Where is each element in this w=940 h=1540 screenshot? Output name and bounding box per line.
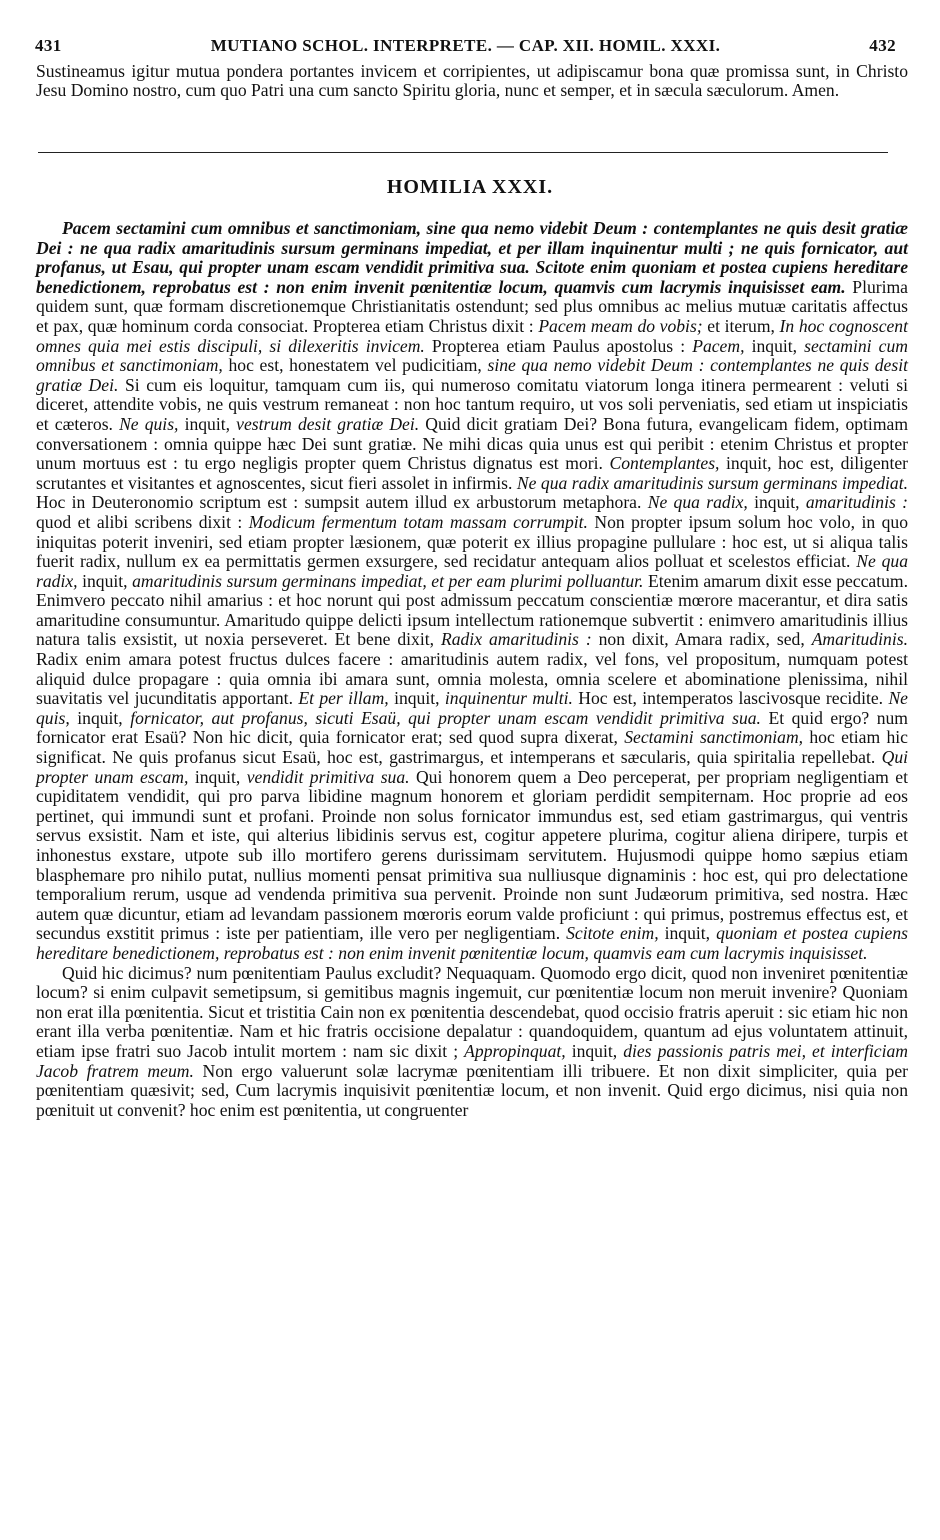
quotation: Pacem meam do vobis; — [538, 315, 703, 336]
quotation: vestrum desit gratiæ Dei. — [236, 413, 420, 434]
text-run: inquit, — [188, 766, 247, 787]
quotation: Appropinquat, — [464, 1040, 566, 1061]
text-run: non dixit, Amara radix, sed, — [591, 629, 812, 650]
running-head — [35, 36, 896, 58]
quotation: dies passionis patris mei, et interficiam Jacob fratrem meum. — [36, 1040, 908, 1081]
text-run: Non ergo valuerunt solæ lacrymæ pœnitentiam illi tribuere. Et non dixit simpliciter, quia per pœnitentiam quæsivit; sed, Cum lacrymis inquisivit pœnitentiæ locum, et non invenit. Quid ergo dicimus, nisi quia non pœnituit ut convenit? hoc enim est pœnitentia, ut congruenter — [36, 1060, 908, 1120]
quotation: Qui propter unam escam, — [36, 747, 908, 787]
quotation: Sectamini sanctimoniam, — [624, 727, 804, 748]
text-run: Etenim amarum dixit esse peccatum. Enimvero peccato nihil amarius : et hoc norunt qui post admissum peccatum conscientiæ mœrore macerantur, et dira satis amaritudine consumuntur. Amaritudo quippe delicti ipsum intellectum rationemque subvertit : enimvero amaritudinis illius natura talis exsistit, ut noxia perseveret. Et bene dixit, — [36, 570, 908, 650]
quotation: vendidit primitiva sua. — [246, 766, 410, 787]
text-run: inquit, — [658, 923, 717, 944]
quotation: amaritudinis sursum germinans impediat, et per eam plurimi polluantur. — [132, 570, 644, 591]
scripture-lemma: Pacem sectamini cum omnibus et sanctimoniam, sine qua nemo videbit Deum : contemplantes ne quis desit gratiæ Dei : ne qua radix amaritudinis sursum germinans impediat, et per illam inquinentur multi ; ne quis fornicator, aut profanus, ut Esau, qui propter unam escam vendidit primitiva sua. Scitote enim quoniam et postea cupiens hereditare benedictionem, reprobatus est : non enim invenit pœnitentiæ locum, quamvis cum lacrymis inquisisset eam. — [36, 218, 908, 297]
text-run: inquit, — [388, 688, 445, 709]
paragraph — [36, 964, 908, 1121]
quotation: Modicum fermentum totam massam corrumpit. — [248, 511, 588, 532]
quotation: Ne qua radix, — [36, 551, 908, 591]
quotation: Pacem, — [692, 335, 745, 356]
text-run: inquit, — [77, 570, 133, 591]
text-run: hoc est, honestatem vel pudicitiam, — [222, 355, 488, 376]
quotation: In hoc cognoscent omnes quia mei estis discipuli, si dilexeritis invicem. — [36, 315, 908, 356]
paragraph — [36, 219, 908, 964]
homily-title: HOMILIA XXXI. — [386, 176, 554, 198]
quotation: Ne qua radix amaritudinis sursum germinans impediat. — [516, 472, 908, 493]
text-run: Hoc in Deuteronomio scriptum est : sumpsit autem illud ex arbustorum metaphora. — [36, 492, 648, 513]
quotation: Radix amaritudinis : — [440, 629, 592, 650]
quotation: sine qua nemo videbit Deum : contemplantes ne quis desit gratiæ Dei. — [36, 355, 908, 395]
text-run: Non propter ipsum solum hoc volo, in quo iniquitas poterit inveniri, sed etiam propter læsionem, quæ poterit ex illius propagine pullulare : hoc est, ut si aliqua talis fuerit radix, nullum ex ea permittatis germen exsurgere, sed recidatur antequam alios polluat et scelestos efficiat. — [36, 511, 909, 572]
text-run: Hoc est, intemperatos lascivosque recidite. — [572, 688, 889, 709]
quotation: Scitote enim, — [566, 923, 659, 944]
text-run: hoc etiam hic significat. Ne quis profanus sicut Esaü, hoc est, gastrimargus, et intemperans et sæcularis, quia spiritalia repellebat. — [36, 727, 908, 768]
quotation: Ne qua radix, — [647, 492, 748, 513]
page-number-left: 431 — [35, 36, 62, 55]
text-run: Plurima quidem sunt, quæ formam discretionemque Christianitatis ostendunt; sed plus omnibus ac melius mutuæ caritatis affectus et pax, quæ hominum corda consociat. Propterea etiam Christus dixit : — [36, 276, 908, 336]
text-run: Propterea etiam Paulus apostolus : — [424, 335, 693, 356]
section-divider — [38, 152, 888, 153]
text-run: Quid hic dicimus? num pœnitentiam Paulus excludit? Nequaquam. Quomodo ergo dicit, quod non inveniret pœnitentiæ locum? si enim culpavit semetipsum, si gemitibus magnis ingemuit, cur pœnitentiæ locum non meruit invenire? Quoniam non erat illa pœnitentia. Sicut et tristitia Cain non ex pœnitentia descendebat, quod occisio fratris aperuit : sic etiam hic non erant illa verba pœnitentiæ. Nam et hic fratris occisione depalatur : quandoquidem, quantum ad ejus voluntatem attinuit, etiam ipse fratri suo Jacob intulit mortem : nam sic dixit ; — [36, 962, 908, 1061]
text-run: Radix enim amara potest fructus dulces facere : amaritudinis autem radix, vel fons, vel propositum, numquam potest aliquid dulce propagare : quia omnia ibi amara sunt, omnia molesta, omnia scelere et abominatione plenissima, nihil suavitatis vel jucunditatis apportant. — [36, 649, 908, 709]
page-number-right: 432 — [869, 36, 896, 55]
text-run: Qui honorem quem a Deo perceperat, per propriam negligentiam et cupiditatem vendidit, qui pro parva libidine magnum honorem et gloriam perdidit sempiternam. Hoc proprie ad eos pertinet, qui immundi sunt et profani. Proinde non solus fornicator immundus est, sed etiam gastrimargus, qui ventris servus exsistit. Nam et iste, qui alterius libidinis servus est, cogitur appetere plurima, cogitur aliena diripere, turpis et inhonestus exstare, utpote sub illo mortifero gerens durissimam servitutem. Hujusmodi quippe homo sæpius etiam blasphemare pro nihilo putat, nullius momenti pensat primitiva sua nulliusque dignaminis : hoc est, qui pro delectatione temporalium rerum, usque ad vendenda primitiva sua pervenit. Proinde non sunt Judæorum primitiva, sed nostra. Hæc autem quæ dicuntur, etiam ad levandam passionem mœroris eorum valde proficiunt : qui primus, postremus effectus est, et secundus exstitit primus : iste per patientiam, ille vero per negligentiam. — [36, 766, 908, 944]
running-title: MUTIANO SCHOL. INTERPRETE. — CAP. XII. HOMIL. XXXI. — [210, 36, 721, 55]
text-run: Quid dicit gratiam Dei? Bona futura, evangelicam fidem, optimam conversationem : omnia quippe hæc Dei sunt gratiæ. Ne mihi dicas quia unus est qui peribit : etenim Christus et propter unum mortuus est : tu ergo negligis propter quem Christus dignatus est mori. — [36, 413, 908, 474]
text-run: inquit, — [69, 707, 131, 728]
text-run: inquit, — [565, 1040, 624, 1061]
text-run: inquit, — [178, 413, 237, 434]
quotation: sectamini cum omnibus et sanctimoniam, — [36, 335, 908, 376]
quotation: Amaritudinis. — [811, 629, 908, 650]
text-run: quod et alibi scribens dixit : — [36, 511, 249, 532]
text-run: inquit, hoc est, diligenter scrutantes et visitantes et agnoscentes, sicut fieri assolet in infirmis. — [36, 453, 908, 493]
text-run: Et quid ergo? num fornicator erat Esaü? Non hic dicit, quia fornicator erat; sed quod supra dixerat, — [36, 707, 908, 748]
homily-body — [36, 219, 908, 1120]
quotation: Ne quis, — [36, 688, 908, 728]
text-run: inquit, — [744, 335, 805, 356]
quotation: fornicator, aut profanus, sicuti Esaü, qui propter unam escam vendidit primitiva sua. — [130, 707, 761, 728]
text-run: inquit, — [747, 492, 806, 513]
continuation-paragraph: Sustineamus igitur mutua pondera portantes invicem et corripientes, ut adipiscamur bona quæ promissa sunt, in Christo Jesu Domino nostro, cum quo Patri una cum sancto Spiritu gloria, nunc et semper, et in sæcula sæculorum. Amen. — [36, 61, 908, 100]
quotation: Contemplantes, — [609, 453, 720, 474]
quotation: Ne quis, — [119, 413, 179, 434]
quotation: quoniam et postea cupiens hereditare benedictionem, reprobatus est : non enim invenit pœnitentiæ locum, quamvis eam cum lacrymis inquisisset. — [36, 923, 909, 963]
text-run: et iterum, — [702, 315, 780, 336]
quotation: amaritudinis : — [805, 492, 908, 513]
quotation: inquinentur multi. — [444, 688, 573, 709]
text-run: Si cum eis loquitur, tamquam cum iis, qui numeroso comitatu viatorum longa itinera permearent : veluti si diceret, attendite vobis, ne quis vestrum remaneat : non hoc tantum requiro, ut vos soli perveniatis, sed etiam ut inspiciatis et cæteros. — [36, 374, 908, 434]
quotation: Et per illam, — [298, 688, 389, 709]
